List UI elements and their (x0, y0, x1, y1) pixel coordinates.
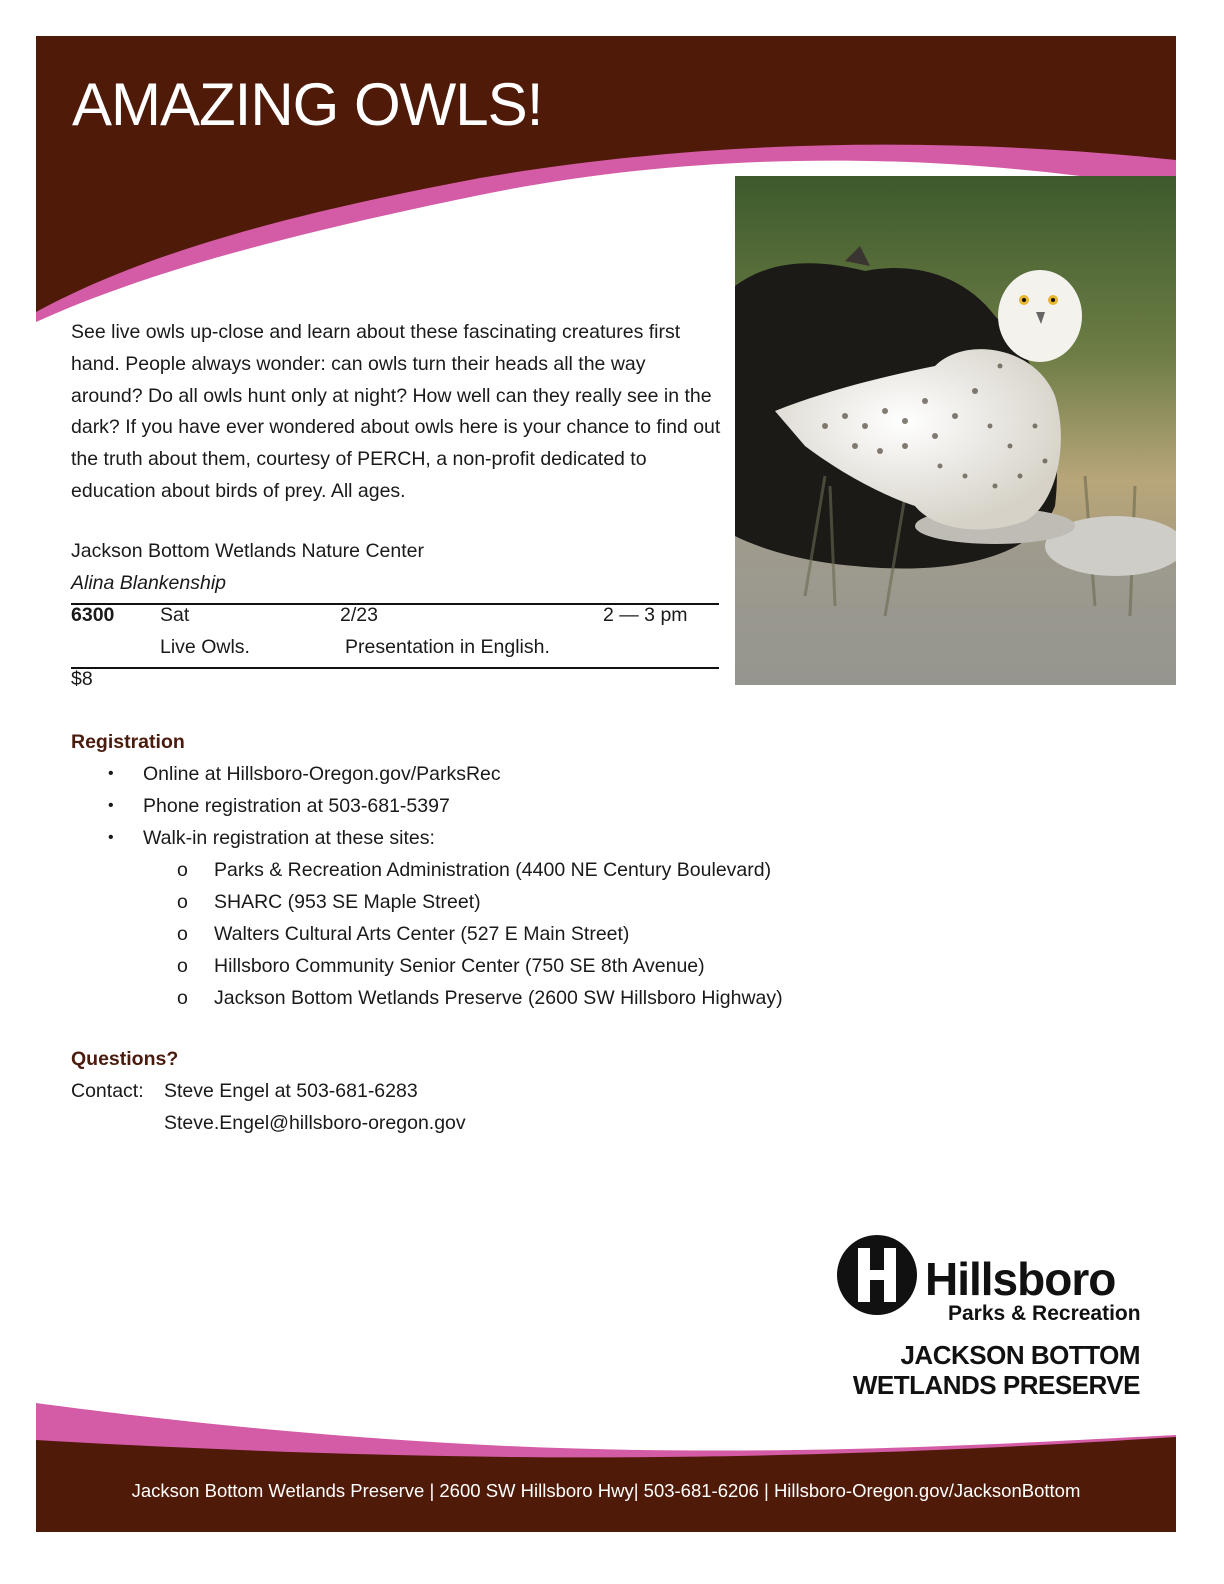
contact-name-phone: Steve Engel at 503-681-6283 (164, 1080, 418, 1102)
logo-word: Hillsboro (925, 1253, 1116, 1305)
course-fee: $8 (71, 668, 93, 690)
bullet-icon: • (108, 829, 114, 846)
page-title: AMAZING OWLS! (72, 71, 543, 138)
sub-bullet-icon: o (177, 987, 188, 1009)
course-day: Sat (160, 604, 190, 626)
footer-banner (0, 1395, 1224, 1535)
questions-heading: Questions? (71, 1048, 179, 1070)
course-time: 2 — 3 pm (603, 604, 688, 626)
registration-heading: Registration (71, 731, 185, 753)
sub-bullet-icon: o (177, 923, 188, 945)
sub-bullet-icon: o (177, 891, 188, 913)
sub-bullet-icon: o (177, 859, 188, 881)
table-bottom-rule (71, 667, 719, 669)
course-date: 2/23 (340, 604, 378, 626)
bullet-icon: • (108, 797, 114, 814)
course-language: Presentation in English. (345, 636, 550, 658)
contact-label: Contact: (71, 1080, 144, 1102)
sub-bullet-icon: o (177, 955, 188, 977)
preserve-line-2: WETLANDS PRESERVE (852, 1370, 1140, 1400)
intro-paragraph: See live owls up-close and learn about these fascinating creatures first hand. People always wonder: can owls turn their heads all the way around? Do all owls hunt only at night? How well can they really see in the dark? If you have ever wondered about owls here is your chance to find out the truth about them, courtesy of PERCH, a non-profit dedicated to education about birds of prey. All ages. (71, 321, 721, 502)
course-number: 6300 (71, 604, 115, 626)
bullet-icon: • (108, 765, 114, 782)
course-title: Live Owls. (160, 636, 250, 658)
preserve-line-1: JACKSON BOTTOM (900, 1340, 1140, 1370)
venue-name: Jackson Bottom Wetlands Nature Center (71, 540, 424, 562)
hillsboro-h-logo-icon (836, 1234, 918, 1316)
preserve-logo-text (853, 1340, 1140, 1400)
footer-contact-line: Jackson Bottom Wetlands Preserve | 2600 SW Hillsboro Hwy| 503-681-6206 | Hillsboro-Oregon.gov/JacksonBottom (131, 1480, 1081, 1501)
logo-subtitle: Parks & Recreation (948, 1302, 1141, 1325)
contact-email: Steve.Engel@hillsboro-oregon.gov (164, 1112, 466, 1134)
owl-photo (735, 176, 1176, 685)
instructor-name: Alina Blankenship (71, 572, 227, 594)
